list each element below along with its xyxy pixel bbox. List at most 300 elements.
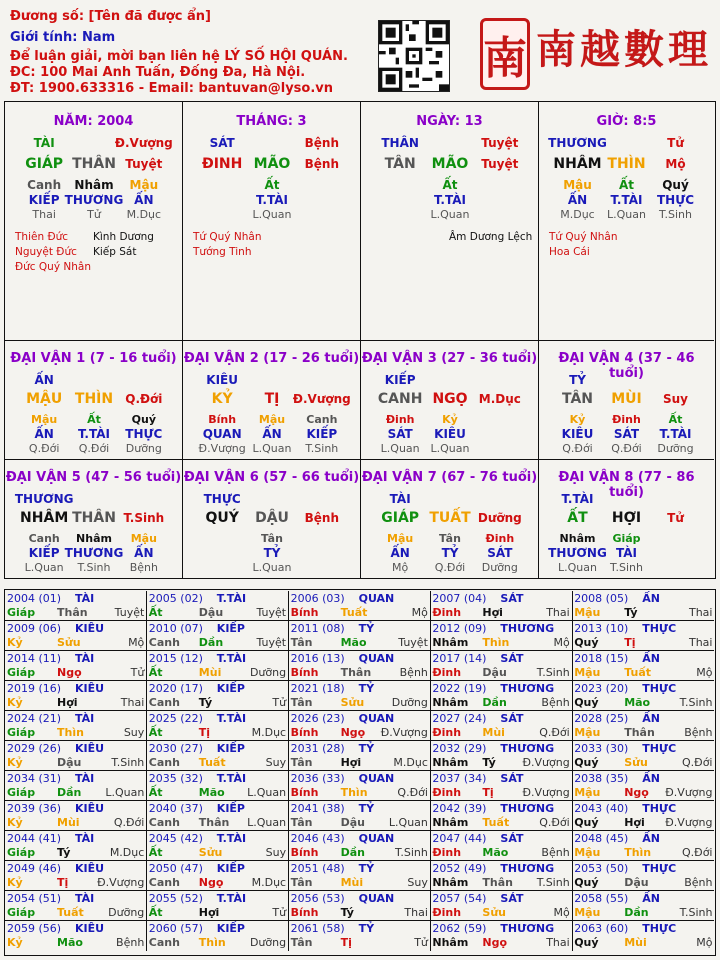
year-cell <box>5 591 147 621</box>
year-stage: Thai <box>546 606 570 619</box>
logo-text: 南越數理 <box>536 26 712 73</box>
year-stem: Giáp <box>7 846 36 859</box>
year-ten-god: ẤN <box>642 592 660 605</box>
dai-van-stage: Đ.Vượng <box>292 392 351 406</box>
year-label: 2022 (19) <box>432 682 487 695</box>
dai-van-branch: HỢI <box>611 510 642 526</box>
year-ten-god: ẤN <box>642 712 660 725</box>
year-cell <box>572 591 714 621</box>
year-stem: Mậu <box>574 726 601 739</box>
year-label: 2058 (55) <box>574 892 629 905</box>
year-stage: Dưỡng <box>391 696 428 709</box>
year-stem: Kỷ <box>7 636 23 649</box>
dai-van-stem: ẤT <box>567 510 588 526</box>
dai-van-hidden-stem: Kỷ <box>442 413 458 426</box>
year-stem: Nhâm <box>432 696 469 709</box>
year-ten-god: THỰC <box>642 622 677 635</box>
year-stage: Bệnh <box>684 876 713 889</box>
contact-line: Để luận giải, mời bạn liên hệ LÝ SỐ HỘI QUÁN. <box>10 49 348 64</box>
hidden-ten-god: ẤN <box>567 193 588 207</box>
dai-van-6 <box>183 460 361 578</box>
dai-van-hidden-stem: Tân <box>439 532 461 545</box>
year-ten-god: THỰC <box>642 682 677 695</box>
year-label: 2016 (13) <box>290 652 345 665</box>
year-cell <box>430 741 572 771</box>
star-item: Hoa Cái <box>549 246 590 258</box>
hidden-stem: Ất <box>618 178 635 192</box>
year-stage: Mộ <box>411 606 428 619</box>
dai-van-hidden-ten-god: ẤN <box>134 546 154 560</box>
year-stem: Ất <box>148 846 163 859</box>
year-label: 2045 (42) <box>148 832 203 845</box>
year-stage: L.Quan <box>247 816 287 829</box>
year-ten-god: TỶ <box>358 622 375 635</box>
dai-van-hidden-stem: Mậu <box>387 532 414 545</box>
year-label: 2049 (46) <box>7 862 62 875</box>
year-stage: Q.Đới <box>539 726 570 739</box>
year-label: 2050 (47) <box>148 862 203 875</box>
year-ten-god: KIÊU <box>75 622 105 635</box>
year-label: 2014 (11) <box>7 652 62 665</box>
year-stem: Canh <box>148 636 180 649</box>
year-stage: L.Quan <box>247 786 287 799</box>
year-label: 2025 (22) <box>148 712 203 725</box>
hidden-stage: Thai <box>32 208 56 221</box>
dai-van-stem: GIÁP <box>381 510 420 526</box>
year-cell <box>572 831 714 861</box>
dai-van-hidden-stage: Q.Đới <box>28 442 60 455</box>
pillar-title: THÁNG: 3 <box>236 114 307 129</box>
dai-van-hidden-ten-god: SÁT <box>487 546 513 560</box>
year-label: 2042 (39) <box>432 802 487 815</box>
year-label: 2059 (56) <box>7 922 62 935</box>
year-label: 2010 (07) <box>148 622 203 635</box>
year-ten-god: QUAN <box>358 712 395 725</box>
dai-van-branch: DẬU <box>255 510 289 526</box>
year-stage: Đ.Vượng <box>665 786 713 799</box>
year-ten-god: SÁT <box>500 712 524 725</box>
year-branch: Dậu <box>340 816 365 829</box>
year-ten-god: SÁT <box>500 772 524 785</box>
dai-van-title: ĐẠI VẬN 4 (37 - 46 tuổi) <box>558 351 695 381</box>
dai-van-ten-god: TỶ <box>569 373 586 387</box>
year-branch: Mùi <box>624 936 647 949</box>
phone-email-line: ĐT: 1900.633316 - Email: bantuvan@lyso.vn <box>10 81 334 96</box>
year-branch: Tuất <box>340 606 368 619</box>
dai-van-hidden-stage: T.Sinh <box>305 442 339 455</box>
dai-van-hidden-stage: Q.Đới <box>611 442 642 455</box>
year-stem: Ất <box>148 786 163 799</box>
year-label: 2026 (23) <box>290 712 345 725</box>
year-stem: Kỷ <box>7 816 23 829</box>
year-label: 2041 (38) <box>290 802 345 815</box>
dai-van-hidden-ten-god: THỰC <box>125 427 163 441</box>
year-ten-god: KIÊU <box>75 682 105 695</box>
year-cell <box>430 801 572 831</box>
dai-van-hidden-stage: T.Sinh <box>77 561 111 574</box>
life-stage: Mộ <box>665 157 686 171</box>
year-stage: Mộ <box>553 906 570 919</box>
year-ten-god: ẤN <box>642 892 660 905</box>
year-ten-god: THƯƠNG <box>500 802 555 815</box>
dai-van-stem: TÂN <box>561 391 594 407</box>
dai-van-stage: Bệnh <box>304 511 340 525</box>
year-cell <box>572 681 714 711</box>
year-branch: Thân <box>198 816 230 829</box>
year-cell <box>147 591 289 621</box>
year-ten-god: THỰC <box>642 922 677 935</box>
year-stage: Q.Đới <box>682 846 713 859</box>
year-cell <box>430 861 572 891</box>
year-cell <box>5 801 147 831</box>
year-cell <box>147 891 289 921</box>
hidden-stage: M.Dục <box>560 208 595 221</box>
year-stage: Tuyệt <box>398 636 428 649</box>
dai-van-hidden-ten-god: KIÊU <box>561 427 594 441</box>
year-branch: Tý <box>624 606 638 619</box>
year-branch: Tị <box>624 636 636 649</box>
year-branch: Tuất <box>624 666 651 679</box>
year-branch: Ngọ <box>198 876 224 889</box>
year-ten-god: T.TÀI <box>216 772 247 785</box>
year-ten-god: THƯƠNG <box>500 922 555 935</box>
year-stage: Mộ <box>696 936 713 949</box>
dai-van-hidden-ten-god: QUAN <box>202 427 242 441</box>
year-stage: Dưỡng <box>249 666 287 679</box>
hidden-stage: L.Quan <box>252 208 292 221</box>
year-branch: Tị <box>340 936 352 949</box>
year-ten-god: THỰC <box>642 862 677 875</box>
year-label: 2047 (44) <box>432 832 487 845</box>
heavenly-stem: GIÁP <box>25 156 64 172</box>
year-stem: Giáp <box>7 666 36 679</box>
year-stem: Tân <box>290 696 313 709</box>
dai-van-hidden-stem: Đinh <box>385 413 415 426</box>
year-branch: Dần <box>340 846 365 859</box>
dai-van-5 <box>5 460 183 578</box>
year-ten-god: TỶ <box>358 802 375 815</box>
dai-van-hidden-ten-god: TÀI <box>615 546 638 560</box>
year-ten-god: KIÊU <box>75 802 105 815</box>
year-stem: Bính <box>290 846 319 859</box>
dai-van-hidden-ten-god: T.TÀI <box>659 427 692 441</box>
year-cell <box>572 771 714 801</box>
year-label: 2062 (59) <box>432 922 487 935</box>
year-branch: Tý <box>198 696 213 709</box>
year-branch: Thìn <box>57 726 84 739</box>
year-label: 2055 (52) <box>148 892 203 905</box>
year-branch: Ngọ <box>57 666 82 679</box>
year-stem: Nhâm <box>432 636 469 649</box>
year-stage: Mộ <box>696 666 713 679</box>
dai-van-stage: T.Sinh <box>123 511 165 525</box>
year-stage: M.Dục <box>109 846 145 859</box>
ten-god-top: TÀI <box>33 136 55 150</box>
year-cell <box>147 771 289 801</box>
year-stage: Đ.Vượng <box>522 756 570 769</box>
year-branch: Mão <box>340 636 367 649</box>
year-cell <box>289 921 431 951</box>
year-stem: Mậu <box>574 786 601 799</box>
year-stem: Nhâm <box>432 876 469 889</box>
year-stage: Suy <box>265 756 287 769</box>
year-cell <box>572 711 714 741</box>
year-stem: Ất <box>148 906 163 919</box>
year-branch: Sửu <box>624 756 648 769</box>
year-ten-god: SÁT <box>500 592 524 605</box>
year-label: 2024 (21) <box>7 712 62 725</box>
year-label: 2017 (14) <box>432 652 487 665</box>
year-label: 2013 (10) <box>574 622 629 635</box>
year-label: 2034 (31) <box>7 772 62 785</box>
heavenly-stem: NHÂM <box>553 156 602 172</box>
dai-van-hidden-ten-god: KIẾP <box>306 427 338 441</box>
year-branch: Dần <box>57 786 82 799</box>
year-label: 2035 (32) <box>148 772 203 785</box>
year-stem: Bính <box>290 606 319 619</box>
ten-god-stage: Tuyệt <box>481 136 519 150</box>
dai-van-title: ĐẠI VẬN 8 (77 - 86 tuổi) <box>558 470 695 500</box>
year-branch: Hợi <box>57 696 78 709</box>
dai-van-stage: M.Dục <box>478 392 521 406</box>
year-cell <box>289 801 431 831</box>
year-branch: Sửu <box>198 846 223 859</box>
year-branch: Mùi <box>57 816 80 829</box>
year-label: 2021 (18) <box>290 682 345 695</box>
year-ten-god: ẤN <box>642 772 660 785</box>
year-cell <box>572 891 714 921</box>
dai-van-hidden-stage: L.Quan <box>430 442 470 455</box>
year-stage: Dưỡng <box>249 936 287 949</box>
hidden-stage: L.Quan <box>430 208 470 221</box>
year-branch: Mùi <box>198 666 222 679</box>
dai-van-hidden-stage: Q.Đới <box>562 442 593 455</box>
year-label: 2033 (30) <box>574 742 629 755</box>
star-item: Thiên Đức <box>15 231 69 243</box>
year-stem: Tân <box>290 756 313 769</box>
dai-van-hidden-stage: Dưỡng <box>125 442 162 455</box>
year-ten-god: TÀI <box>75 592 95 605</box>
year-label: 2036 (33) <box>290 772 345 785</box>
year-label: 2039 (36) <box>7 802 62 815</box>
year-stage: T.Sinh <box>111 756 145 769</box>
year-stage: Tuyệt <box>256 606 287 619</box>
dai-van-title: ĐẠI VẬN 5 (47 - 56 tuổi) <box>5 470 182 485</box>
year-stage: L.Quan <box>105 786 145 799</box>
year-ten-god: THƯƠNG <box>500 682 555 695</box>
dai-van-branch: THÌN <box>74 391 114 407</box>
dai-van-hidden-ten-god: THƯƠNG <box>548 546 607 560</box>
year-label: 2008 (05) <box>574 592 629 605</box>
life-stage: Tuyệt <box>125 157 163 171</box>
gender: Giới tính: Nam <box>10 30 116 45</box>
year-label: 2006 (03) <box>290 592 345 605</box>
year-stem: Bính <box>290 666 319 679</box>
dai-van-hidden-stage: L.Quan <box>24 561 64 574</box>
hidden-stem: Mậu <box>563 178 592 192</box>
heavenly-stem: ĐINH <box>201 156 243 172</box>
year-ten-god: KIẾP <box>216 922 245 935</box>
year-ten-god: ẤN <box>642 652 660 665</box>
year-cell <box>289 771 431 801</box>
dai-van-ten-god: ẤN <box>34 373 54 387</box>
year-label: 2054 (51) <box>7 892 62 905</box>
year-label: 2018 (15) <box>574 652 629 665</box>
year-branch: Thân <box>340 666 372 679</box>
year-ten-god: THỰC <box>642 802 677 815</box>
year-ten-god: SÁT <box>500 892 524 905</box>
year-ten-god: THƯƠNG <box>500 862 555 875</box>
hidden-stem: Ất <box>442 178 458 192</box>
year-stem: Nhâm <box>432 816 469 829</box>
dai-van-branch: MÙI <box>611 391 642 407</box>
dai-van-hidden-stage: Mộ <box>392 561 409 574</box>
year-stage: Tử <box>414 936 428 949</box>
year-label: 2051 (48) <box>290 862 345 875</box>
pillars-grid <box>4 101 716 579</box>
year-label: 2020 (17) <box>148 682 203 695</box>
dai-van-hidden-ten-god: ẤN <box>262 427 282 441</box>
year-stem: Kỷ <box>7 756 23 769</box>
year-label: 2046 (43) <box>290 832 345 845</box>
year-label: 2032 (29) <box>432 742 487 755</box>
year-label: 2029 (26) <box>7 742 62 755</box>
star-item: Nguyệt Đức <box>15 246 77 258</box>
dai-van-hidden-stem: Nhâm <box>559 532 596 545</box>
dai-van-4 <box>539 341 714 460</box>
year-cell <box>147 711 289 741</box>
year-branch: Hợi <box>482 606 503 619</box>
dai-van-hidden-stage: Bệnh <box>129 561 158 574</box>
dai-van-stem: CANH <box>377 391 423 407</box>
dai-van-hidden-ten-god: SÁT <box>387 427 413 441</box>
year-cell <box>289 711 431 741</box>
year-branch: Tị <box>482 786 494 799</box>
year-stage: Tuyệt <box>256 636 287 649</box>
year-label: 2053 (50) <box>574 862 629 875</box>
year-stem: Ất <box>148 666 163 679</box>
dai-van-stem: KỶ <box>211 391 233 407</box>
dai-van-hidden-ten-god: SÁT <box>613 427 640 441</box>
dai-van-hidden-stage: L.Quan <box>252 442 292 455</box>
year-cell <box>5 831 147 861</box>
dai-van-hidden-stem: Mậu <box>130 532 157 545</box>
dai-van-hidden-stem: Nhâm <box>76 532 112 545</box>
year-stage: M.Dục <box>251 876 287 889</box>
year-ten-god: THỰC <box>642 742 677 755</box>
year-branch: Mão <box>482 846 509 859</box>
year-branch: Hợi <box>340 756 362 769</box>
year-branch: Dậu <box>198 606 224 619</box>
year-stem: Kỷ <box>7 696 23 709</box>
dai-van-title: ĐẠI VẬN 3 (27 - 36 tuổi) <box>361 351 538 366</box>
dai-van-hidden-ten-god: TỶ <box>263 546 281 560</box>
year-stage: Tử <box>272 696 287 709</box>
dai-van-hidden-ten-god: TỶ <box>441 546 459 560</box>
year-cell <box>5 771 147 801</box>
earthly-branch: MÃO <box>253 156 291 172</box>
ten-god-top: THƯƠNG <box>548 136 607 150</box>
earthly-branch: THÌN <box>607 156 646 172</box>
dai-van-title: ĐẠI VẬN 7 (67 - 76 tuổi) <box>361 470 538 485</box>
dai-van-hidden-ten-god: KIÊU <box>434 427 466 441</box>
year-stage: Bệnh <box>116 936 145 949</box>
year-label: 2028 (25) <box>574 712 629 725</box>
dai-van-hidden-stem: Kỷ <box>569 413 586 426</box>
year-ten-god: THƯƠNG <box>500 622 555 635</box>
year-ten-god: KIẾP <box>216 622 245 635</box>
year-cell <box>430 831 572 861</box>
dai-van-ten-god: T.TÀI <box>561 492 594 506</box>
year-stage: T.Sinh <box>536 876 570 889</box>
year-ten-god: KIÊU <box>75 922 105 935</box>
address-line: ĐC: 100 Mai Anh Tuấn, Đống Đa, Hà Nội. <box>10 65 306 80</box>
year-branch: Dậu <box>482 666 507 679</box>
dai-van-hidden-stage: L.Quan <box>380 442 420 455</box>
year-stem: Giáp <box>7 726 36 739</box>
year-label: 2015 (12) <box>148 652 203 665</box>
year-stem: Canh <box>148 756 180 769</box>
year-ten-god: TỶ <box>358 862 375 875</box>
year-cell <box>5 921 147 951</box>
year-label: 2023 (20) <box>574 682 629 695</box>
dai-van-2 <box>183 341 361 460</box>
year-cell <box>289 651 431 681</box>
pillar-1 <box>5 102 183 341</box>
qr-code-icon <box>378 20 450 92</box>
dai-van-hidden-stem: Đinh <box>612 413 641 426</box>
dai-van-hidden-stem: Giáp <box>612 532 641 545</box>
year-stage: Q.Đới <box>539 816 570 829</box>
year-branch: Tý <box>482 756 496 769</box>
ten-god-stage: Bệnh <box>304 136 340 150</box>
year-stem: Bính <box>290 786 319 799</box>
year-stem: Ất <box>148 606 163 619</box>
year-stage: T.Sinh <box>679 906 713 919</box>
dai-van-branch: THÂN <box>72 510 116 526</box>
hidden-stage: T.Sinh <box>659 208 692 221</box>
person-name: Đương số: [Tên đã được ẩn] <box>10 9 211 24</box>
year-branch: Dần <box>198 636 224 649</box>
life-stage: Bệnh <box>304 157 340 171</box>
year-label: 2048 (45) <box>574 832 629 845</box>
year-cell <box>5 711 147 741</box>
dai-van-hidden-stem: Ất <box>668 413 683 426</box>
year-cell <box>147 651 289 681</box>
hidden-ten-god: THƯƠNG <box>64 193 124 207</box>
dai-van-branch: NGỌ <box>432 391 468 407</box>
hidden-stage: Tử <box>87 208 101 221</box>
year-stage: Tử <box>130 666 145 679</box>
year-label: 2052 (49) <box>432 862 487 875</box>
year-ten-god: T.TÀI <box>216 652 247 665</box>
logo-seal: 南 <box>480 18 530 90</box>
dai-van-hidden-stem: Canh <box>28 532 60 545</box>
year-ten-god: TÀI <box>75 652 95 665</box>
year-stage: Bệnh <box>399 666 428 679</box>
dai-van-hidden-stem: Bính <box>208 413 237 426</box>
year-cell <box>289 741 431 771</box>
year-label: 2060 (57) <box>148 922 203 935</box>
year-stem: Đinh <box>432 666 462 679</box>
dai-van-title: ĐẠI VẬN 1 (7 - 16 tuổi) <box>10 351 177 366</box>
year-stem: Quý <box>574 756 599 769</box>
year-cell <box>5 651 147 681</box>
dai-van-branch: TUẤT <box>429 510 471 526</box>
year-stem: Giáp <box>7 786 36 799</box>
year-stage: Bệnh <box>684 726 713 739</box>
year-cell <box>572 741 714 771</box>
